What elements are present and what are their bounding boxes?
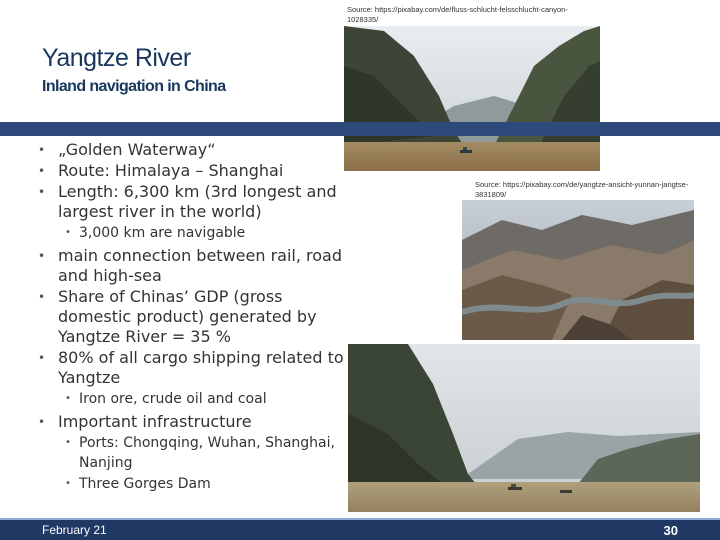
page-number: 30 xyxy=(663,523,678,538)
list-item: • Ports: Chongqing, Wuhan, Shanghai, Nanjing xyxy=(65,435,335,471)
list-item: • Iron ore, crude oil and coal xyxy=(65,391,267,407)
list-item: • main connection between rail, road and high-sea xyxy=(38,246,342,285)
list-item: • Important infrastructure xyxy=(38,412,252,431)
slide-title: Yangtze River xyxy=(42,44,191,72)
list-item: • „Golden Waterway“ xyxy=(38,140,216,159)
title-divider-bar xyxy=(0,122,720,136)
list-item: • Three Gorges Dam xyxy=(65,476,211,492)
slide-subtitle: Inland navigation in China xyxy=(42,78,226,95)
list-item: • Route: Himalaya – Shanghai xyxy=(38,161,284,180)
yangtze-view-photo xyxy=(462,200,694,340)
footer-bar xyxy=(0,520,720,540)
footer-date: February 21 xyxy=(42,523,107,537)
river-gorge-photo-2 xyxy=(348,344,700,512)
list-item: • Share of Chinas’ GDP (gross domestic product) generated by Yangtze River = 35 % xyxy=(38,287,317,346)
list-item: • 80% of all cargo shipping related to Yangtze xyxy=(38,348,344,387)
photo-source-1: Source: https://pixabay.com/de/fluss-schlucht-felsschlucht-canyon-1028335/ xyxy=(347,5,568,24)
list-item: • Length: 6,300 km (3rd longest and largest river in the world) xyxy=(38,182,337,221)
bullet-list xyxy=(8,140,348,497)
photo-source-2: Source: https://pixabay.com/de/yangtze-ansicht-yunnan-jangtse-3831809/ xyxy=(475,180,689,199)
river-gorge-photo-1 xyxy=(344,26,600,171)
list-item: • 3,000 km are navigable xyxy=(65,225,246,241)
